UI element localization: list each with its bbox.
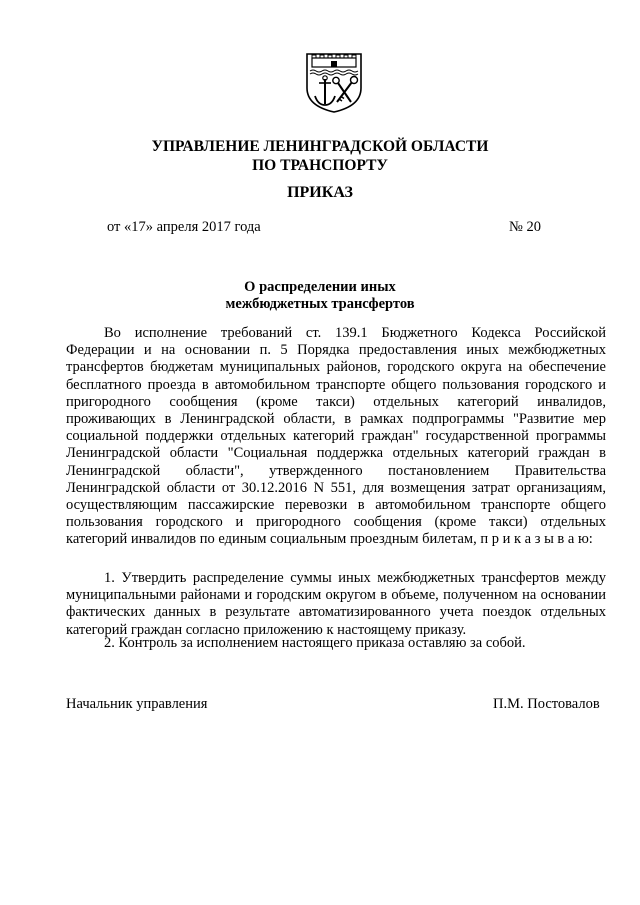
order-date: от «17» апреля 2017 года [107, 219, 261, 235]
organization-name-line2: ПО ТРАНСПОРТУ [252, 157, 388, 174]
signer-name: П.М. Постовалов [493, 696, 600, 712]
order-subject-line1: О распределении иных [244, 279, 396, 295]
order-item-1: 1. Утвердить распределение суммы иных межбюджетных трансфертов между муниципальными районами и городским округом в объеме, полученном на основании фактических данных в результате автоматизированного учета поездок отдельных категорий граждан согласно приложению к настоящему приказу. [66, 570, 606, 638]
organization-name [0, 137, 640, 175]
order-item-2: 2. Контроль за исполнением настоящего приказа оставляю за собой. [104, 635, 526, 651]
organization-name-line1: УПРАВЛЕНИЕ ЛЕНИНГРАДСКОЙ ОБЛАСТИ [151, 138, 489, 155]
preamble-paragraph: Во исполнение требований ст. 139.1 Бюджетного Кодекса Российской Федерации и на основании п. 5 Порядка предоставления иных межбюджетных трансфертов бюджетам муниципальных районов, городского округа на обеспечение бесплатного проезда в автомобильном транспорте общего пользования городского и пригородного сообщения (кроме такси) отдельных категорий инвалидов, проживающих в Ленинградской области, в рамках подпрограммы "Развитие мер социальной поддержки отдельных категорий граждан" государственной программы Ленинградской области "Социальная поддержка отдельных категорий граждан в Ленинградской области", утвержденного постановлением Правительства Ленинградской области от 30.12.2016 N 551, для возмещения затрат организациям, осуществляющим пассажирские перевозки в автомобильном транспорте общего пользования городского и пригородного сообщения (кроме такси) отдельных категорий инвалидов по единым социальным проездным билетам, п р и к а з ы в а ю: [66, 325, 606, 548]
order-subject-line2: межбюджетных трансфертов [225, 296, 415, 312]
order-number: № 20 [509, 219, 541, 235]
coat-of-arms-icon [304, 52, 364, 114]
document-type: ПРИКАЗ [287, 184, 353, 201]
signer-position: Начальник управления [66, 696, 208, 712]
order-subject [0, 279, 640, 313]
